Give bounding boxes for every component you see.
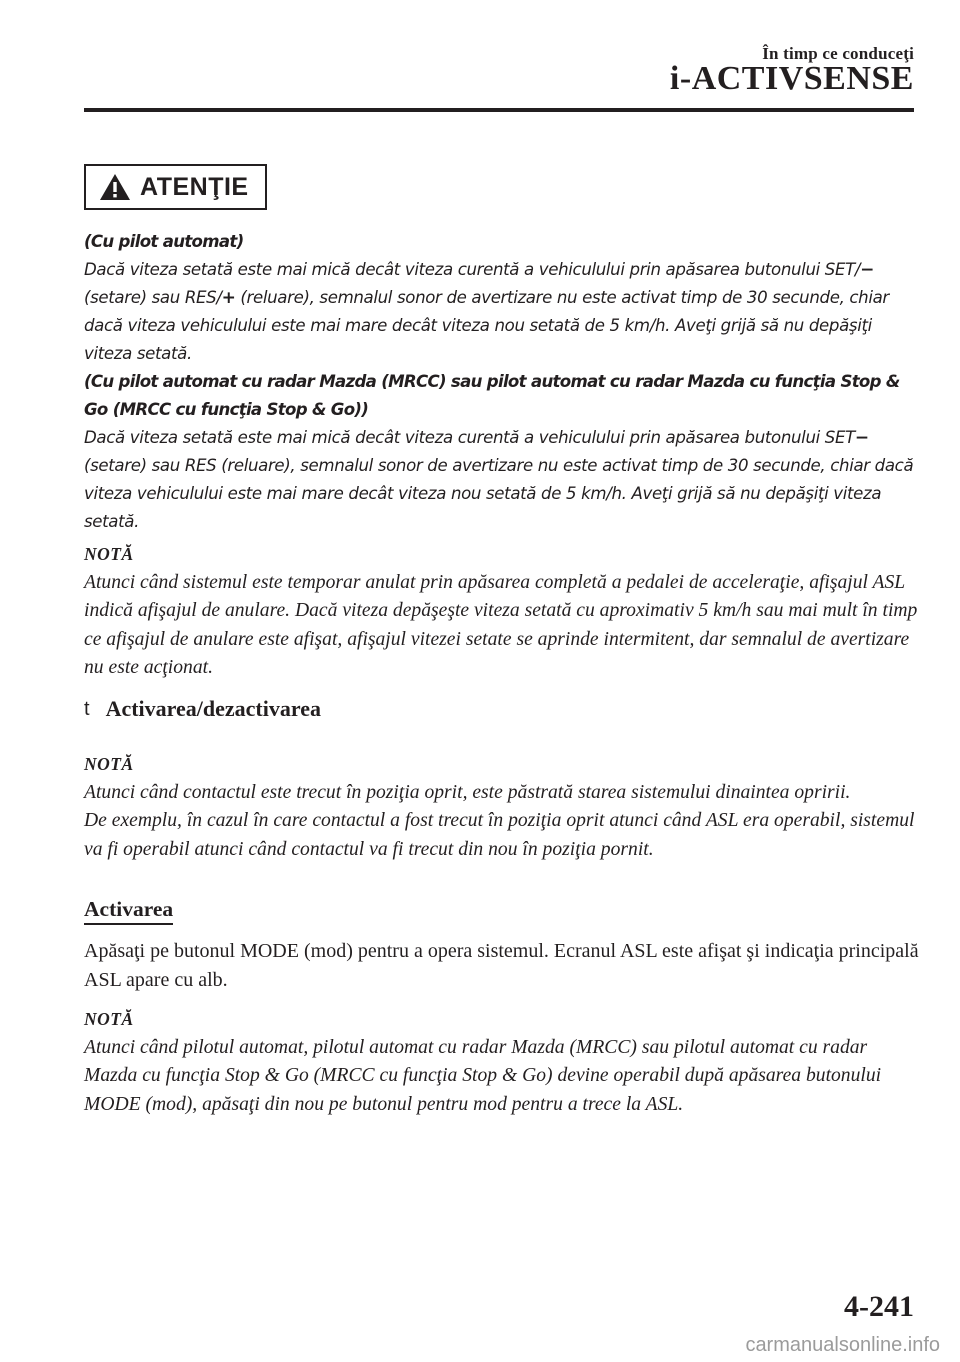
caution-text-part: Dacă viteza setată este mai mică decât viteza curentă a vehiculului prin apăsarea butonului SET/ (84, 260, 861, 279)
caution-text-part: Dacă viteza setată este mai mică decât viteza curentă a vehiculului prin apăsarea butonului SET (84, 428, 855, 447)
note-mode-button (84, 1005, 924, 1119)
caution-heading-cruise: (Cu pilot automat) (84, 232, 244, 251)
header-divider (84, 108, 914, 112)
note-text: Atunci când pilotul automat, pilotul automat cu radar Mazda (MRCC) sau pilotul automat cu radar Mazda cu funcţia Stop & Go (MRCC cu funcţia Stop & Go) devine operabil după apăsarea butonului MODE (mod), apăsaţi din nou pe butonul pentru mod pentru a trece la ASL. (84, 1036, 882, 1115)
body-paragraph-activare: Apăsaţi pe butonul MODE (mod) pentru a opera sistemul. Ecranul ASL este afişat şi indicaţia principală ASL apare cu alb. (84, 940, 919, 991)
note-label: NOTĂ (84, 1009, 134, 1029)
caution-paragraph-mrcc (84, 424, 920, 536)
note-ignition-state (84, 750, 924, 864)
subheading-activare: Activarea (84, 897, 173, 925)
note-text: De exemplu, în cazul în care contactul a fost trecut în poziţia oprit atunci când ASL era operabil, sistemul va fi operabil atunci când contactul va fi trecut din nou în poziţia pornit. (84, 810, 915, 860)
warning-badge (84, 164, 267, 210)
watermark: carmanualsonline.info (745, 1334, 940, 1356)
caution-text-part: (reluare), semnalul sonor de avertizare nu este activat timp de 30 secunde, chiar dacă viteza vehiculului este mai mare decât viteza nou setată de 5 km/h. Aveţi grijă să nu depăşiţi viteza setată. (84, 288, 889, 363)
caution-text-part: (setare) sau RES (reluare), semnalul sonor de avertizare nu este activat timp de 30 secunde, chiar dacă viteza vehiculului este mai mare decât viteza nou setată de 5 km/h. Aveţi grijă să nu depăşiţi viteza setată. (84, 456, 914, 531)
warning-triangle-icon (98, 172, 132, 202)
note-text: Atunci când contactul este trecut în poziţia oprit, este păstrată starea sistemului dinaintea opririi. (84, 781, 851, 803)
section-heading-activation (84, 696, 321, 722)
note-label: NOTĂ (84, 754, 134, 774)
note-text: Atunci când sistemul este temporar anulat prin apăsarea completă a pedalei de acceleraţie, afişajul ASL indică afişajul de anulare. Dacă viteza depăşeşte viteza setată cu aproximativ 5 km/h sau mai mult în timp ce afişajul de anulare este afişat, afişajul vitezei setate se aprinde intermitent, dar semnalul de avertizare nu este acţionat. (84, 571, 918, 678)
note-label: NOTĂ (84, 544, 134, 564)
minus-icon: − (854, 428, 869, 448)
section-title: Activarea/dezactivarea (105, 696, 321, 721)
plus-icon: + (221, 288, 236, 308)
caution-text (84, 228, 920, 536)
minus-icon: − (860, 260, 875, 280)
note-cancel-display (84, 540, 924, 683)
caution-paragraph-cruise (84, 256, 920, 368)
warning-title: ATENŢIE (140, 172, 249, 201)
caution-heading-mrcc: (Cu pilot automat cu radar Mazda (MRCC) sau pilot automat cu radar Mazda cu funcţia Stop & Go (MRCC cu funcţia Stop & Go)) (84, 372, 900, 419)
header-chapter-title: i-ACTIVSENSE (669, 60, 914, 97)
bullet-icon: t (84, 697, 90, 720)
page-number: 4-241 (844, 1290, 914, 1323)
caution-text-part: (setare) sau RES/ (84, 288, 222, 307)
header-section-title: În timp ce conduceţi (762, 44, 914, 63)
